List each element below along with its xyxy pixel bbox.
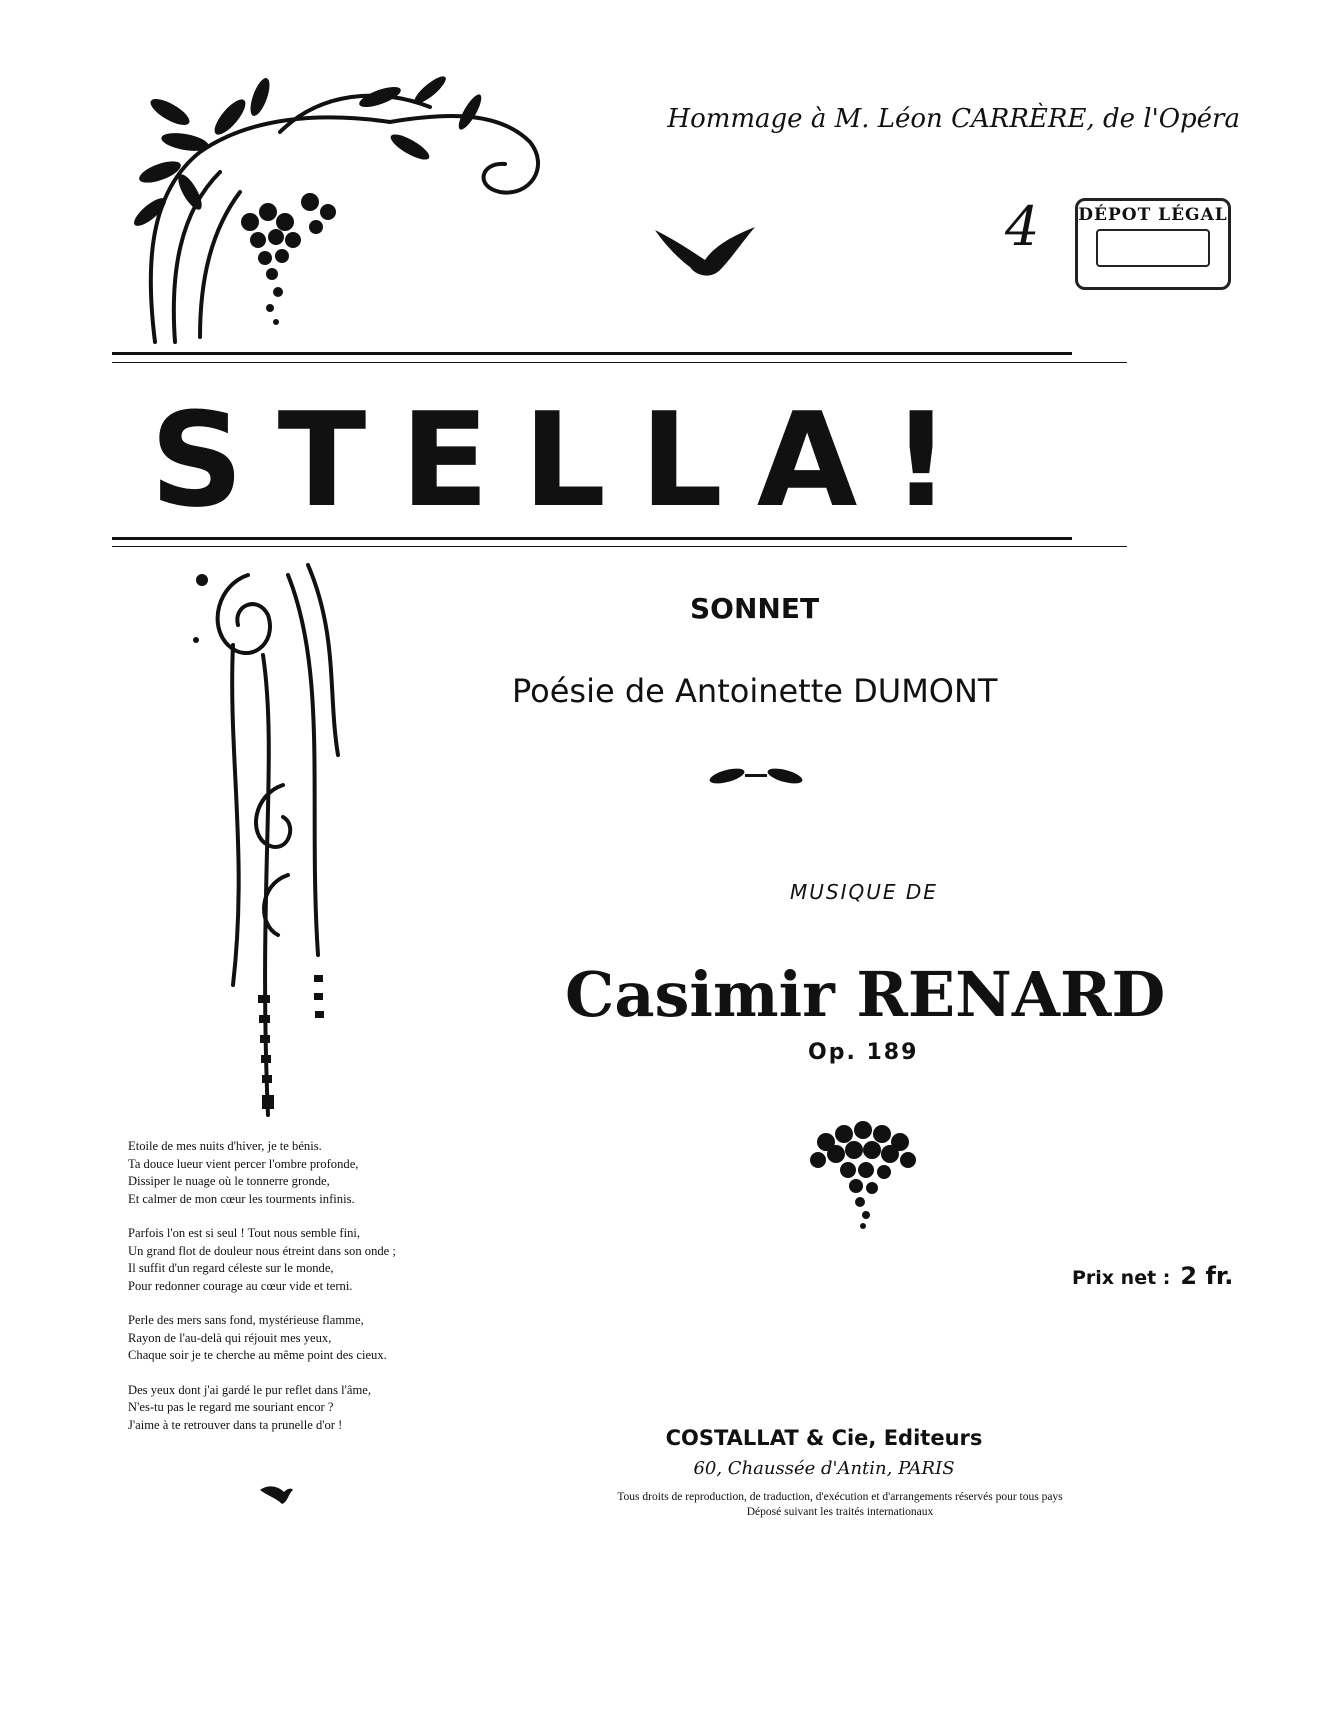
margin-mark: 4 xyxy=(1005,195,1040,258)
swallow-ornament xyxy=(650,225,760,285)
poem-line: Etoile de mes nuits d'hiver, je te bénis. xyxy=(128,1139,322,1153)
stamp-inner-box xyxy=(1096,229,1210,267)
small-leaf-ornament xyxy=(258,1484,294,1506)
poem-line: Rayon de l'au-delà qui réjouit mes yeux, xyxy=(128,1330,332,1345)
poem-line: Parfois l'on est si seul ! Tout nous semble fini, xyxy=(128,1226,361,1240)
grape-cluster-ornament xyxy=(808,1120,918,1230)
stamp-label: DÉPOT LÉGAL xyxy=(1078,205,1228,225)
music-by-label: MUSIQUE DE xyxy=(790,880,938,904)
floral-corner-ornament xyxy=(130,72,550,352)
poem-line: J'aime à te retrouver dans ta prunelle d'or ! xyxy=(128,1417,343,1432)
poem-line: Et calmer de mon cœur les tourments infinis. xyxy=(128,1191,355,1206)
publisher-address: 60, Chaussée d'Antin, PARIS xyxy=(693,1458,955,1479)
poem-stanza xyxy=(128,1138,508,1208)
poem-line: Dissiper le nuage où le tonnerre gronde, xyxy=(128,1174,330,1188)
poem-line: Un grand flot de douleur nous étreint dans son onde ; xyxy=(128,1243,396,1258)
poet-credit: Poésie de Antoinette DUMONT xyxy=(512,672,998,710)
subtitle: SONNET xyxy=(690,592,820,625)
price-label: Prix net : xyxy=(1072,1267,1171,1289)
dedication: Hommage à M. Léon CARRÈRE, de l'Opéra xyxy=(667,104,1240,134)
publisher: COSTALLAT & Cie, Editeurs xyxy=(665,1426,983,1450)
poem-text xyxy=(128,1138,508,1451)
legal-deposit-stamp xyxy=(1075,198,1231,290)
price xyxy=(1072,1262,1233,1290)
rights-line: Déposé suivant les traités internationaux xyxy=(746,1506,934,1518)
title-rule-bottom-thin xyxy=(112,546,1127,547)
title-rule-top xyxy=(112,352,1072,355)
poem-line: Pour redonner courage au cœur vide et terni. xyxy=(128,1278,353,1293)
poem-line: Perle des mers sans fond, mystérieuse flamme, xyxy=(128,1313,364,1327)
poem-stanza xyxy=(128,1225,508,1295)
ribbon-ornament xyxy=(188,555,348,1115)
opus-number: Op. 189 xyxy=(808,1040,919,1065)
title-rule-top-thin xyxy=(112,362,1127,363)
poem-line: N'es-tu pas le regard me souriant encor ? xyxy=(128,1400,334,1414)
poem-line: Chaque soir je te cherche au même point des cieux. xyxy=(128,1348,387,1362)
price-amount: 2 fr. xyxy=(1180,1262,1234,1290)
poem-line: Des yeux dont j'ai gardé le pur reflet dans l'âme, xyxy=(128,1382,372,1397)
page-title: STELLA! xyxy=(150,384,985,536)
poem-line: Ta douce lueur vient percer l'ombre profonde, xyxy=(128,1156,359,1171)
poem-line: Il suffit d'un regard céleste sur le monde, xyxy=(128,1261,334,1275)
poem-stanza xyxy=(128,1382,508,1435)
composer-name: Casimir RENARD xyxy=(565,958,1166,1031)
title-rule-bottom xyxy=(112,537,1072,540)
rights-line: Tous droits de reproduction, de traduction, d'exécution et d'arrangements réservés pour tous pays xyxy=(617,1491,1063,1503)
rights-notice xyxy=(520,1490,1160,1520)
poem-stanza xyxy=(128,1312,508,1365)
leaf-divider-ornament xyxy=(705,760,810,790)
